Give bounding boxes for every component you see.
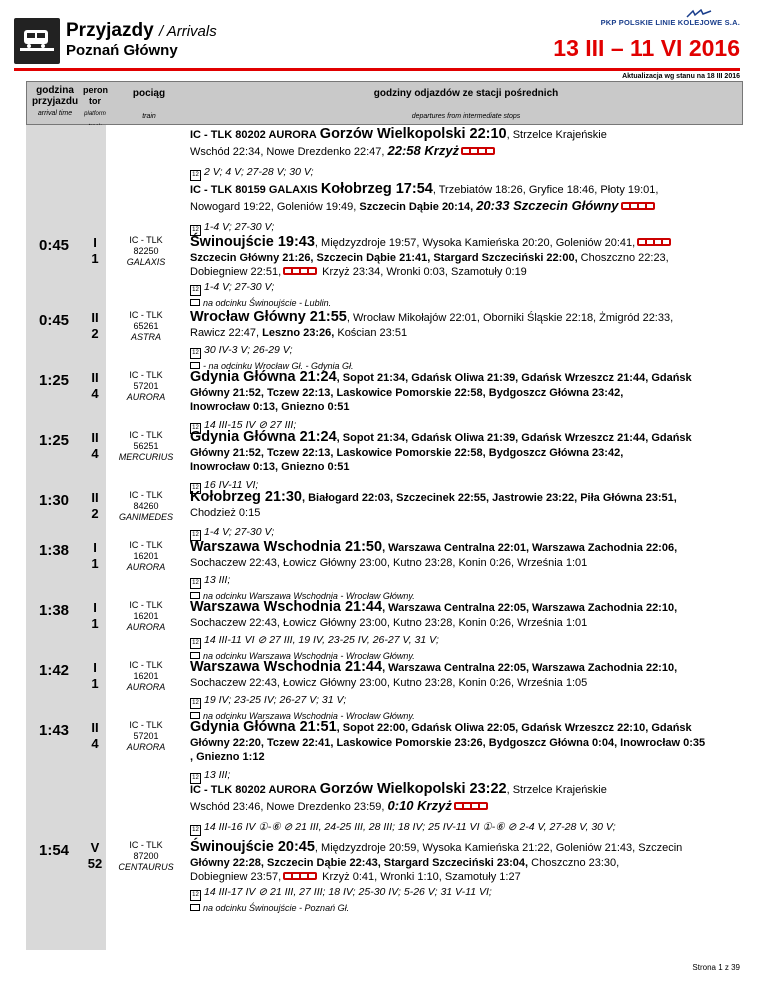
train-info: IC - TLK 16201 AURORA — [126, 660, 166, 692]
bus-icon — [637, 238, 671, 246]
stops-desc: Świnoujście 19:43, Międzyzdroje 19:57, Wysoka Kamieńska 20:20, Goleniów 20:41, Szczecin Główny 21:26, Szczecin Dąbie 21:41, Stargard Szczeciński 22:00, Choszczno 22:23, Dobiegniew 22:51, Krzyż 23:34, Wronki 0:03, Szamotuły 0:19 12 1-4 V; 27-30 V; na odcinku Świnoujście - Lublin. — [190, 235, 740, 310]
arrival-time: 1:38 — [38, 542, 70, 559]
envelope-icon — [190, 362, 200, 369]
page-header — [0, 0, 768, 80]
bus-icon — [283, 267, 317, 275]
bus-icon — [283, 872, 317, 880]
arrival-time: 1:25 — [38, 432, 70, 449]
stops-desc: Wrocław Główny 21:55, Wrocław Mikołajów 22:01, Oborniki Śląskie 22:18, Żmigród 22:33, Rawicz 22:47, Leszno 23:26, Kościan 23:51 12 30 IV-3 V; 26-29 V; - na odcinku Wrocław Gł. - Gdynia Gł. — [190, 309, 674, 371]
train-info: IC - TLK 16201 AURORA — [126, 540, 166, 572]
stops-desc: Gdynia Główna 21:24, Sopot 21:34, Gdańsk Oliwa 21:39, Gdańsk Wrzeszcz 21:44, Gdańsk Główny 21:52, Tczew 22:13, Laskowice Pomorskie 22:58, Bydgoszcz Główna 23:42, Inowrocław 0:13, Gniezno 0:51 12 14 III-15 IV ⊘ 27 III; — [190, 370, 740, 434]
arrival-time: 1:30 — [38, 492, 70, 509]
validity-period: 13 III – 11 VI 2016 — [553, 35, 740, 61]
station-name: Poznań Główny — [66, 42, 178, 59]
bus-icon — [621, 202, 655, 210]
arrival-time: 1:54 — [38, 842, 70, 859]
calendar-icon: 12 — [190, 348, 201, 359]
platform: II 4 — [91, 370, 99, 401]
arrival-time: 1:42 — [38, 662, 70, 679]
stops-desc: Świnoujście 20:45, Międzyzdroje 20:59, Wysoka Kamieńska 21:22, Goleniów 21:43, Szczecin Główny 22:28, Szczecin Dąbie 22:43, Stargard Szczeciński 23:04, Choszczno 23:30, Dobiegniew 23:57, Krzyż 0:41, Wronki 1:10, Szamotuły 1:27 12 14 III-17 IV ⊘ 21 III, 27 III; 18 IV; 25-30 IV; 5-26 V; 31 V-11 VI; na odcinku Świnoujście - Poznań Gł. — [190, 839, 683, 913]
stops-desc: Warszawa Wschodnia 21:44, Warszawa Centralna 22:05, Warszawa Zachodnia 22:10, Sochaczew 22:43, Łowicz Główny 23:00, Kutno 23:28, Konin 0:26, Września 1:01 12 14 III-11 VI ⊘ 27 III, 19 IV, 23-25 IV, 26-27 V, 31 V; na odcinku Warszawa Wschodnia - Wrocław Główny. — [190, 599, 678, 661]
calendar-icon: 12 — [190, 773, 201, 784]
platform: I 1 — [91, 660, 99, 691]
train-info: IC - TLK 57201 AURORA — [126, 720, 166, 752]
col-time: godzina przyjazdu arrival time — [31, 85, 79, 117]
arrival-time: 1:38 — [38, 602, 70, 619]
train-info: IC - TLK 82250 GALAXIS — [126, 235, 166, 267]
platform: II 2 — [91, 310, 99, 341]
connection-block: IC - TLK 80202 AURORA Gorzów Wielkopolski 22:10, Strzelce Krajeńskie Wschód 22:34, Nowe Drezdenko 22:47, 22:58 Krzyż 12 2 V; 4 V; 27-28 V; 30 V; — [190, 127, 730, 181]
calendar-icon: 12 — [190, 638, 201, 649]
calendar-icon: 12 — [190, 698, 201, 709]
col-train: pociąg train — [132, 88, 166, 120]
page-title: Przyjazdy / Arrivals — [66, 20, 217, 41]
train-icon — [14, 18, 60, 64]
calendar-icon: 12 — [190, 423, 201, 434]
stops-desc: Warszawa Wschodnia 21:50, Warszawa Centralna 22:01, Warszawa Zachodnia 22:06, Sochaczew 22:43, Łowicz Główny 23:00, Kutno 23:28, Konin 0:26, Września 1:01 12 13 III; na odcinku Warszawa Wschodnia - Wrocław Główny. — [190, 539, 678, 601]
train-info: IC - TLK 84260 GANIMEDES — [118, 490, 173, 522]
col-stops: godziny odjazdów ze stacji pośrednich departures from intermediate stops — [373, 88, 559, 120]
platform: I 1 — [91, 540, 99, 571]
bus-icon — [461, 147, 495, 155]
arrival-time: 0:45 — [38, 237, 70, 254]
train-info: IC - TLK 87200 CENTAURUS — [118, 840, 174, 872]
header-divider — [14, 68, 740, 71]
train-info: IC - TLK 65261 ASTRA — [129, 310, 163, 342]
envelope-icon — [190, 299, 200, 306]
calendar-icon: 12 — [190, 578, 201, 589]
stops-desc: Warszawa Wschodnia 21:44, Warszawa Centralna 22:05, Warszawa Zachodnia 22:10, Sochaczew 22:43, Łowicz Główny 23:00, Kutno 23:28, Konin 0:26, Września 1:05 12 19 IV; 23-25 IV; 26-27 V; 31 V; na odcinku Warszawa Wschodnia - Wrocław Główny. — [190, 659, 678, 721]
platform: II 2 — [91, 490, 99, 521]
connection-block: IC - TLK 80202 AURORA Gorzów Wielkopolski 23:22, Strzelce Krajeńskie Wschód 23:46, Nowe Drezdenko 23:59, 0:10 Krzyż 12 14 III-16 IV ①-⑥ ⊘ 21 III, 24-25 III, 28 III; 18 IV; 25 IV-11 VI ①-⑥ ⊘ 2-4 V, 27-28 V, 30 V; — [190, 782, 730, 836]
col-platform: peron tor platform — [83, 85, 109, 117]
operator-name: PKP POLSKIE LINIE KOLEJOWE S.A. — [600, 18, 740, 27]
platform: II 4 — [91, 430, 99, 461]
calendar-icon: 12 — [190, 285, 201, 296]
platform: I 1 — [91, 600, 99, 631]
calendar-icon: 12 — [190, 170, 201, 181]
stops-desc: Gdynia Główna 21:24, Sopot 21:34, Gdańsk Oliwa 21:39, Gdańsk Wrzeszcz 21:44, Gdańsk Główny 21:52, Tczew 22:13, Laskowice Pomorskie 22:58, Bydgoszcz Główna 23:42, Inowrocław 0:13, Gniezno 0:51 12 16 IV-11 VI; — [190, 430, 740, 494]
calendar-icon: 12 — [190, 225, 201, 236]
calendar-icon: 12 — [190, 483, 201, 494]
arrival-time: 1:25 — [38, 372, 70, 389]
envelope-icon — [190, 652, 200, 659]
envelope-icon — [190, 904, 200, 911]
calendar-icon: 12 — [190, 530, 201, 541]
envelope-icon — [190, 592, 200, 599]
calendar-icon: 12 — [190, 825, 201, 836]
stops-desc: Kołobrzeg 21:30, Białogard 22:03, Szczecinek 22:55, Jastrowie 23:22, Piła Główna 23:51, Chodzież 0:15 12 1-4 V; 27-30 V; — [190, 490, 740, 541]
platform: II 4 — [91, 720, 99, 751]
page-number: Strona 1 z 39 — [692, 963, 740, 972]
arrival-time: 1:43 — [38, 722, 70, 739]
platform: V 52 — [87, 840, 103, 871]
calendar-icon: 12 — [190, 890, 201, 901]
bus-icon — [454, 802, 488, 810]
train-info: IC - TLK 56251 MERCURIUS — [118, 430, 174, 462]
envelope-icon — [190, 712, 200, 719]
stops-desc: Gdynia Główna 21:51, Sopot 22:00, Gdańsk Oliwa 22:05, Gdańsk Wrzeszcz 22:10, Gdańsk Główny 22:20, Tczew 22:41, Laskowice Pomorskie 23:26, Bydgoszcz Główna 0:04, Inowrocław 0:35 , Gniezno 1:12 12 13 III; — [190, 720, 740, 784]
update-note: Aktualizacja wg stanu na 18 III 2016 — [622, 73, 740, 80]
arrival-time: 0:45 — [38, 312, 70, 329]
connection-block: IC - TLK 80159 GALAXIS Kołobrzeg 17:54, Trzebiatów 18:26, Gryfice 18:46, Płoty 19:01, Nowogard 19:22, Goleniów 19:49, Szczecin Dąbie 20:14, 20:33 Szczecin Główny 12 1-4 V; 27-30 V; — [190, 182, 730, 236]
platform: I 1 — [91, 235, 99, 266]
train-info: IC - TLK 57201 AURORA — [126, 370, 166, 402]
column-header — [26, 81, 743, 125]
train-info: IC - TLK 16201 AURORA — [126, 600, 166, 632]
